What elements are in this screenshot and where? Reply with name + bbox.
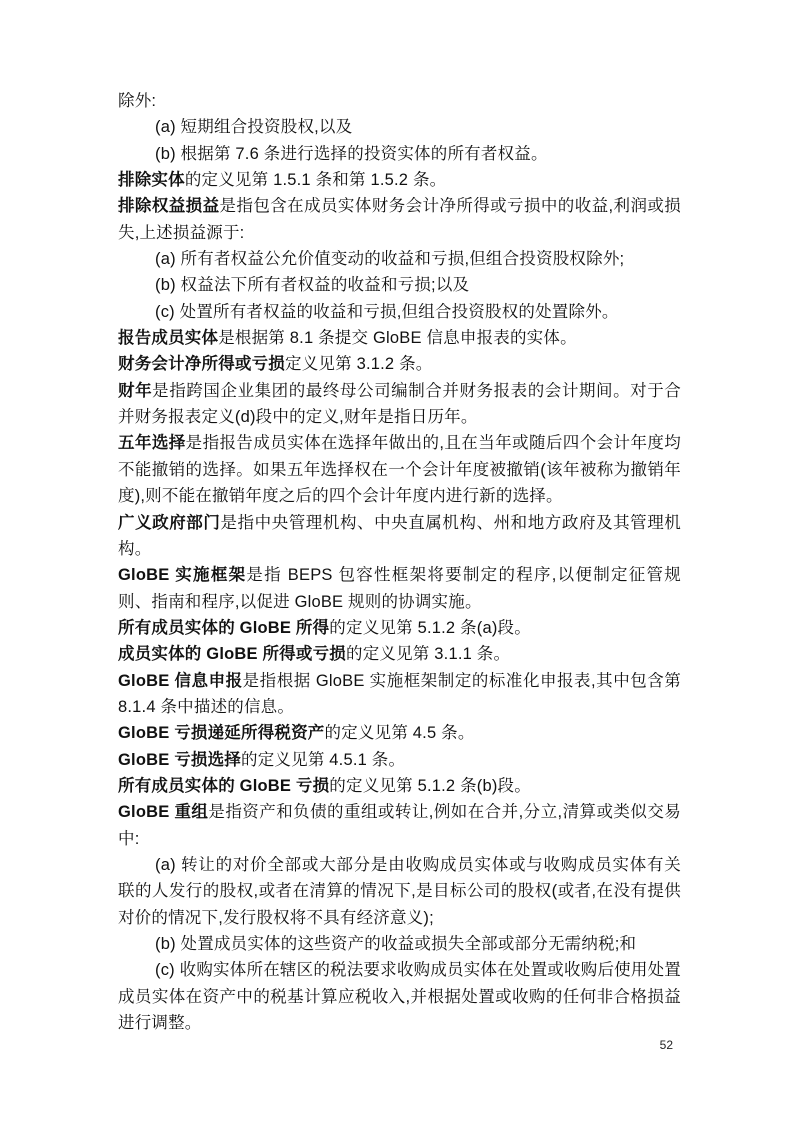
- definition-text: 的定义见第 5.1.2 条(b)段。: [329, 776, 531, 795]
- list-item-a: (a) 所有者权益公允价值变动的收益和亏损,但组合投资股权除外;: [155, 250, 625, 269]
- definition-globe-income-or-loss: [118, 641, 681, 667]
- definition-text: 的定义见第 3.1.1 条。: [346, 645, 511, 664]
- list-item-c: (c) 收购实体所在辖区的税法要求收购成员实体在处置或收购后使用处置成员实体在资产中的税基计算应税收入,并根据处置或收购的任何非合格损益进行调整。: [118, 961, 681, 1033]
- definition-text: 是根据第 8.1 条提交 GloBE 信息申报表的实体。: [218, 329, 577, 348]
- definition-fiscal-year: [118, 378, 681, 431]
- defined-term: 排除实体: [118, 171, 185, 190]
- defined-term: GloBE 重组: [118, 803, 209, 822]
- definition-text: 的定义见第 5.1.2 条(a)段。: [329, 618, 531, 637]
- definition-general-government: [118, 510, 681, 563]
- definition-text: 是指包含在成员实体财务会计净所得或亏损中的收益,利润或损失,上述损益源于:: [118, 197, 682, 242]
- definition-financial-accounting-net-income: [118, 351, 681, 377]
- definition-excluded-entity: [118, 167, 681, 193]
- definition-text: 的定义见第 4.5.1 条。: [241, 750, 406, 769]
- list-item-a: (a) 短期组合投资股权,以及: [155, 118, 353, 137]
- continuation-paragraph: 除外:: [118, 92, 157, 110]
- defined-term: 所有成员实体的 GloBE 所得: [118, 618, 330, 637]
- list-item-c: (c) 处置所有者权益的收益和亏损,但组合投资股权的处置除外。: [155, 302, 619, 321]
- definition-globe-implementation-framework: [118, 562, 681, 615]
- defined-term: 排除权益损益: [118, 197, 220, 216]
- definition-filing-constituent-entity: [118, 325, 681, 351]
- defined-term: GloBE 亏损递延所得税资产: [118, 724, 325, 743]
- definition-globe-loss-all-entities: [118, 773, 681, 799]
- defined-term: 报告成员实体: [118, 329, 219, 348]
- definition-globe-income-all-entities: [118, 615, 681, 641]
- definition-text: 定义见第 3.1.2 条。: [285, 355, 433, 374]
- definition-text: 是指跨国企业集团的最终母公司编制合并财务报表的会计期间。对于合并财务报表定义(d)段中的定义,财年是指日历年。: [118, 381, 682, 427]
- defined-term: GloBE 信息申报: [118, 671, 243, 690]
- definition-globe-reorganization: [118, 799, 681, 852]
- defined-term: GloBE 实施框架: [118, 566, 247, 585]
- definition-text: 是指根据 GloBE 实施框架制定的标准化申报表,其中包含第 8.1.4 条中描述的信息。: [118, 671, 681, 716]
- definition-globe-information-return: [118, 668, 681, 721]
- definition-text: 是指 BEPS 包容性框架将要制定的程序,以便制定征管规则、指南和程序,以促进 GloBE 规则的协调实施。: [118, 566, 681, 611]
- definition-text: 是指中央管理机构、中央直属机构、州和地方政府及其管理机构。: [118, 513, 681, 558]
- definition-globe-loss-election: [118, 747, 681, 773]
- definition-excluded-equity-gain-loss: [118, 193, 681, 246]
- definition-text: 的定义见第 4.5 条。: [324, 724, 475, 743]
- definition-globe-loss-dta: [118, 720, 681, 746]
- list-item-b: (b) 处置成员实体的这些资产的收益或损失全部或部分无需纳税;和: [155, 935, 637, 953]
- defined-term: GloBE 亏损选择: [118, 750, 242, 769]
- defined-term: 成员实体的 GloBE 所得或亏损: [118, 645, 346, 664]
- definition-text: 是指资产和负债的重组或转让,例如在合并,分立,清算或类似交易中:: [118, 803, 681, 848]
- defined-term: 财务会计净所得或亏损: [118, 355, 285, 374]
- defined-term: 财年: [118, 381, 153, 400]
- list-item-b: (b) 权益法下所有者权益的收益和亏损;以及: [155, 276, 470, 295]
- defined-term: 所有成员实体的 GloBE 亏损: [118, 776, 330, 795]
- definition-five-year-election: [118, 430, 681, 509]
- list-item-a: (a) 转让的对价全部或大部分是由收购成员实体或与收购成员实体有关联的人发行的股权,或者在清算的情况下,是目标公司的股权(或者,在没有提供对价的情况下,发行股权将不具有经济意义);: [118, 855, 681, 927]
- page-number: 52: [659, 1038, 673, 1052]
- definition-text: 是指报告成员实体在选择年做出的,且在当年或随后四个会计年度均不能撤销的选择。如果五年选择权在一个会计年度被撤销(该年被称为撤销年度),则不能在撤销年度之后的四个会计年度内进行新的选择。: [118, 434, 681, 506]
- list-item-b: (b) 根据第 7.6 条进行选择的投资实体的所有者权益。: [155, 144, 548, 163]
- definition-text: 的定义见第 1.5.1 条和第 1.5.2 条。: [184, 171, 447, 190]
- defined-term: 五年选择: [118, 434, 186, 453]
- document-body: [118, 88, 681, 1036]
- defined-term: 广义政府部门: [118, 513, 221, 532]
